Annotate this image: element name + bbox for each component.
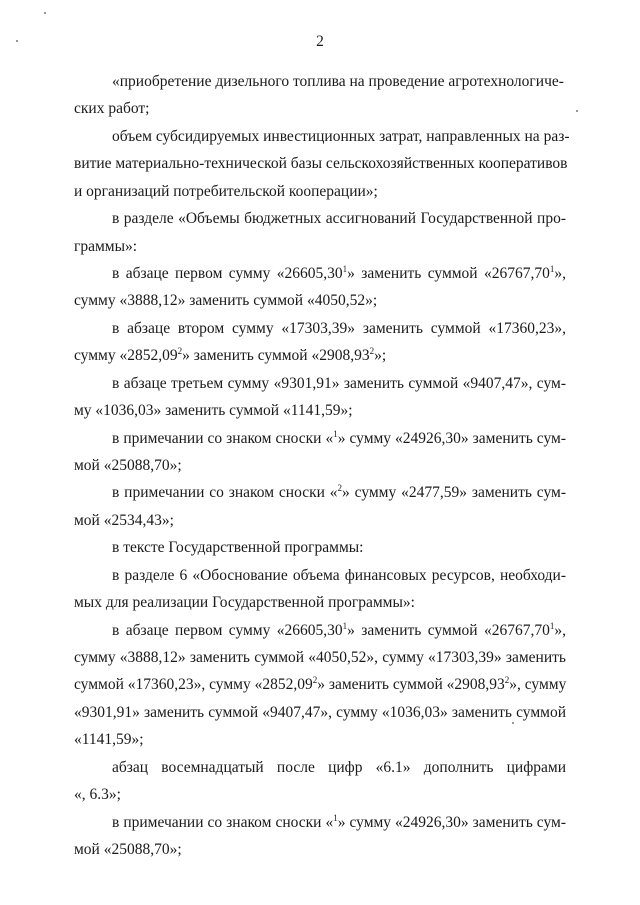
footnote-marker: 1: [549, 621, 555, 631]
text-run: в абзаце первом сумму «26605,30: [112, 265, 343, 282]
footnote-marker: 1: [549, 264, 555, 274]
paragraph-line: в абзаце втором сумму «17303,39» заменить суммой «17360,23»,: [112, 320, 566, 337]
page-number: 2: [316, 33, 324, 50]
paragraph-line: [112, 265, 566, 283]
paragraph-line: абзац восемнадцатый после цифр «6.1» дополнить цифрами: [112, 759, 566, 776]
paragraph-line: в абзаце третьем сумму «9301,91» заменить суммой «9407,47», сум-: [112, 375, 566, 392]
paragraph-line: в разделе 6 «Обоснование объема финансовых ресурсов, необходи-: [112, 567, 566, 584]
footnote-marker: 1: [342, 621, 348, 631]
footnote-marker: 2: [337, 483, 343, 493]
paragraph-line: сумму «3888,12» заменить суммой «4050,52»;: [74, 292, 378, 309]
scan-speck: [512, 722, 514, 724]
paragraph-line: мой «2534,43»;: [74, 512, 174, 529]
text-run: » сумму «2477,59» заменить сум-: [342, 484, 566, 501]
paragraph-line: «1141,59»;: [74, 731, 144, 748]
paragraph-line: «9301,91» заменить суммой «9407,47», сумму «1036,03» заменить суммой: [74, 704, 566, 721]
paragraph-line: объем субсидируемых инвестиционных затрат, направленных на раз-: [112, 128, 570, 145]
text-run: »,: [554, 622, 566, 639]
text-run: » заменить суммой «2908,93: [182, 347, 370, 364]
paragraph-line: витие материально-технической базы сельскохозяйственных кооперативов: [74, 155, 568, 172]
text-run: »;: [374, 347, 387, 364]
paragraph-line: му «1036,03» заменить суммой «1141,59»;: [74, 402, 353, 419]
text-run: в примечании со знаком сноски «: [112, 484, 338, 501]
footnote-marker: 1: [342, 264, 348, 274]
text-run: суммой «17360,23», сумму «2852,09: [74, 676, 313, 693]
paragraph-line: в тексте Государственной программы:: [112, 539, 364, 556]
paragraph-line: ских работ;: [74, 100, 150, 117]
paragraph-line: сумму «3888,12» заменить суммой «4050,52», сумму «17303,39» заменить: [74, 649, 566, 666]
footnote-marker: 1: [333, 813, 338, 823]
paragraph-line: [74, 347, 566, 365]
text-run: » заменить суммой «2908,93: [317, 676, 505, 693]
footnote-marker: 2: [504, 675, 510, 685]
paragraph-line: мой «25088,70»;: [74, 841, 182, 858]
paragraph-line: [74, 676, 566, 694]
text-run: » заменить суммой «26767,70: [347, 265, 550, 282]
text-run: » сумму «24926,30» заменить сум-: [337, 430, 566, 447]
paragraph-line: [112, 622, 566, 640]
text-run: »,: [554, 265, 566, 282]
paragraph-line: [112, 484, 566, 502]
text-run: » заменить суммой «26767,70: [347, 622, 550, 639]
scan-speck: [576, 110, 578, 112]
text-run: в примечании со знаком сноски «: [112, 814, 334, 831]
paragraph-line: «приобретение дизельного топлива на проведение агротехнологиче-: [112, 73, 564, 90]
text-run: » сумму «24926,30» заменить сум-: [337, 814, 566, 831]
footnote-marker: 2: [312, 675, 318, 685]
paragraph-line: [112, 814, 566, 832]
paragraph-line: в разделе «Объемы бюджетных ассигнований Государственной про-: [112, 210, 566, 227]
footnote-marker: 2: [177, 346, 183, 356]
paragraph-line: и организаций потребительской кооперации»;: [74, 183, 378, 200]
text-run: сумму «2852,09: [74, 347, 178, 364]
paragraph-line: [112, 430, 566, 448]
text-run: в абзаце первом сумму «26605,30: [112, 622, 343, 639]
paragraph-line: «, 6.3»;: [74, 786, 121, 803]
scan-speck: [44, 12, 46, 14]
footnote-marker: 1: [333, 429, 338, 439]
text-run: », сумму: [509, 676, 567, 693]
footnote-marker: 2: [369, 346, 375, 356]
paragraph-line: мых для реализации Государственной программы»:: [74, 594, 415, 611]
text-run: в примечании со знаком сноски «: [112, 430, 334, 447]
paragraph-line: мой «25088,70»;: [74, 457, 182, 474]
paragraph-line: граммы»:: [74, 238, 138, 255]
